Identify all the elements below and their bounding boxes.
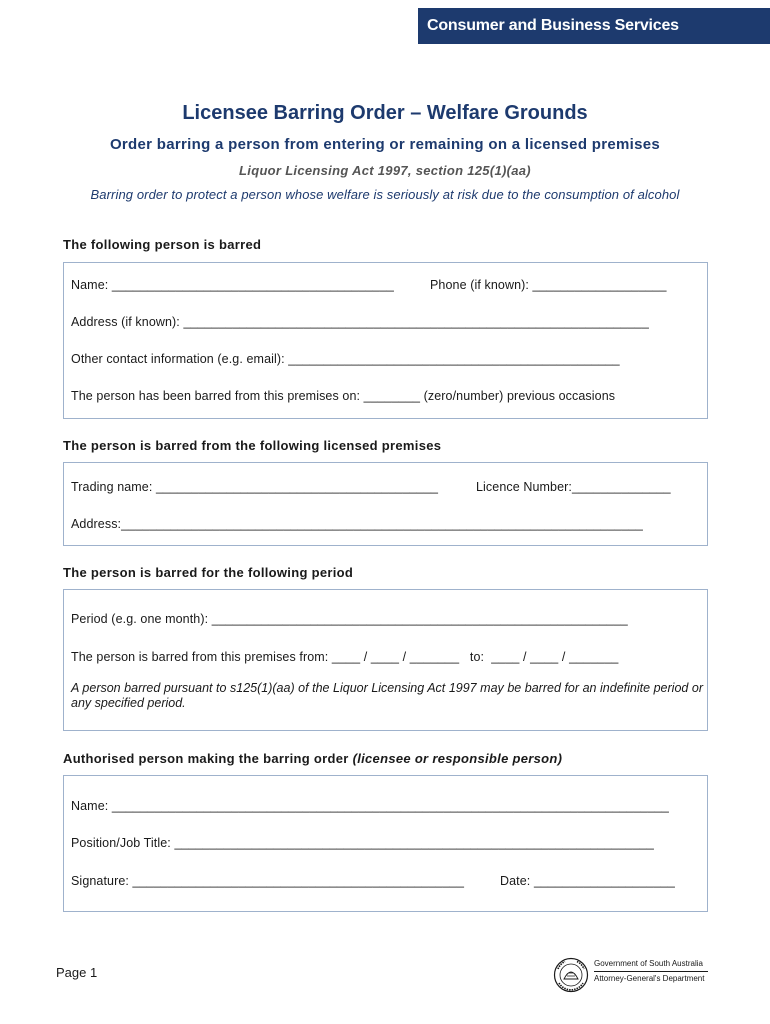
authorised-heading (63, 751, 562, 766)
authorised-position-field[interactable]: Position/Job Title: ____________________________________________________________________ (71, 836, 654, 850)
barred-person-other-contact-field[interactable]: Other contact information (e.g. email): _______________________________________________ (71, 352, 620, 366)
header-banner: Consumer and Business Services (418, 8, 770, 44)
barred-person-previous-occasions-field[interactable]: The person has been barred from this premises on: ________ (zero/number) previous occasions (71, 389, 616, 403)
premises-licence-number-field[interactable]: Licence Number:______________ (476, 480, 671, 494)
barred-person-heading: The following person is barred (63, 237, 262, 252)
premises-box (63, 462, 708, 546)
authorised-signature-field[interactable]: Signature: _______________________________________________ (71, 874, 464, 888)
barred-person-name-field[interactable]: Name: ________________________________________ (71, 278, 394, 292)
department-name: Attorney-General's Department (594, 974, 705, 983)
period-heading: The person is barred for the following period (63, 565, 354, 580)
page-number: Page 1 (56, 965, 98, 980)
page-subtitle: Order barring a person from entering or remaining on a licensed premises (109, 136, 661, 153)
premises-trading-name-field[interactable]: Trading name: ________________________________________ (71, 480, 439, 494)
premises-heading: The person is barred from the following licensed premises (63, 438, 442, 453)
authorised-name-field[interactable]: Name: _______________________________________________________________________________ (71, 799, 669, 813)
government-logo (594, 958, 708, 984)
period-note: A person barred pursuant to s125(1)(aa) of the Liquor Licensing Act 1997 may be barred for an indefinite period or any specified period. (71, 681, 703, 710)
barred-person-phone-field[interactable]: Phone (if known): ___________________ (430, 278, 667, 292)
authorised-date-field[interactable]: Date: ____________________ (500, 874, 675, 888)
government-name: Government of South Australia (594, 959, 703, 968)
period-dates-field[interactable]: The person is barred from this premises from: ____ / ____ / _______ to: ____ / ____ / _______ (71, 650, 619, 664)
premises-address-field[interactable]: Address:__________________________________________________________________________ (71, 517, 643, 531)
act-reference: Liquor Licensing Act 1997, section 125(1)(aa) (239, 163, 531, 178)
period-field[interactable]: Period (e.g. one month): ___________________________________________________________ (71, 612, 628, 626)
authorised-heading-qualifier: (licensee or responsible person) (352, 751, 563, 766)
logo-divider (594, 971, 708, 972)
government-seal-icon (553, 957, 589, 993)
authorised-heading-text: Authorised person making the barring order (63, 751, 349, 766)
purpose-statement: Barring order to protect a person whose welfare is seriously at risk due to the consumption of alcohol (90, 187, 680, 202)
page-title: Licensee Barring Order – Welfare Grounds (182, 102, 588, 124)
barred-person-address-field[interactable]: Address (if known): __________________________________________________________________ (71, 315, 649, 329)
